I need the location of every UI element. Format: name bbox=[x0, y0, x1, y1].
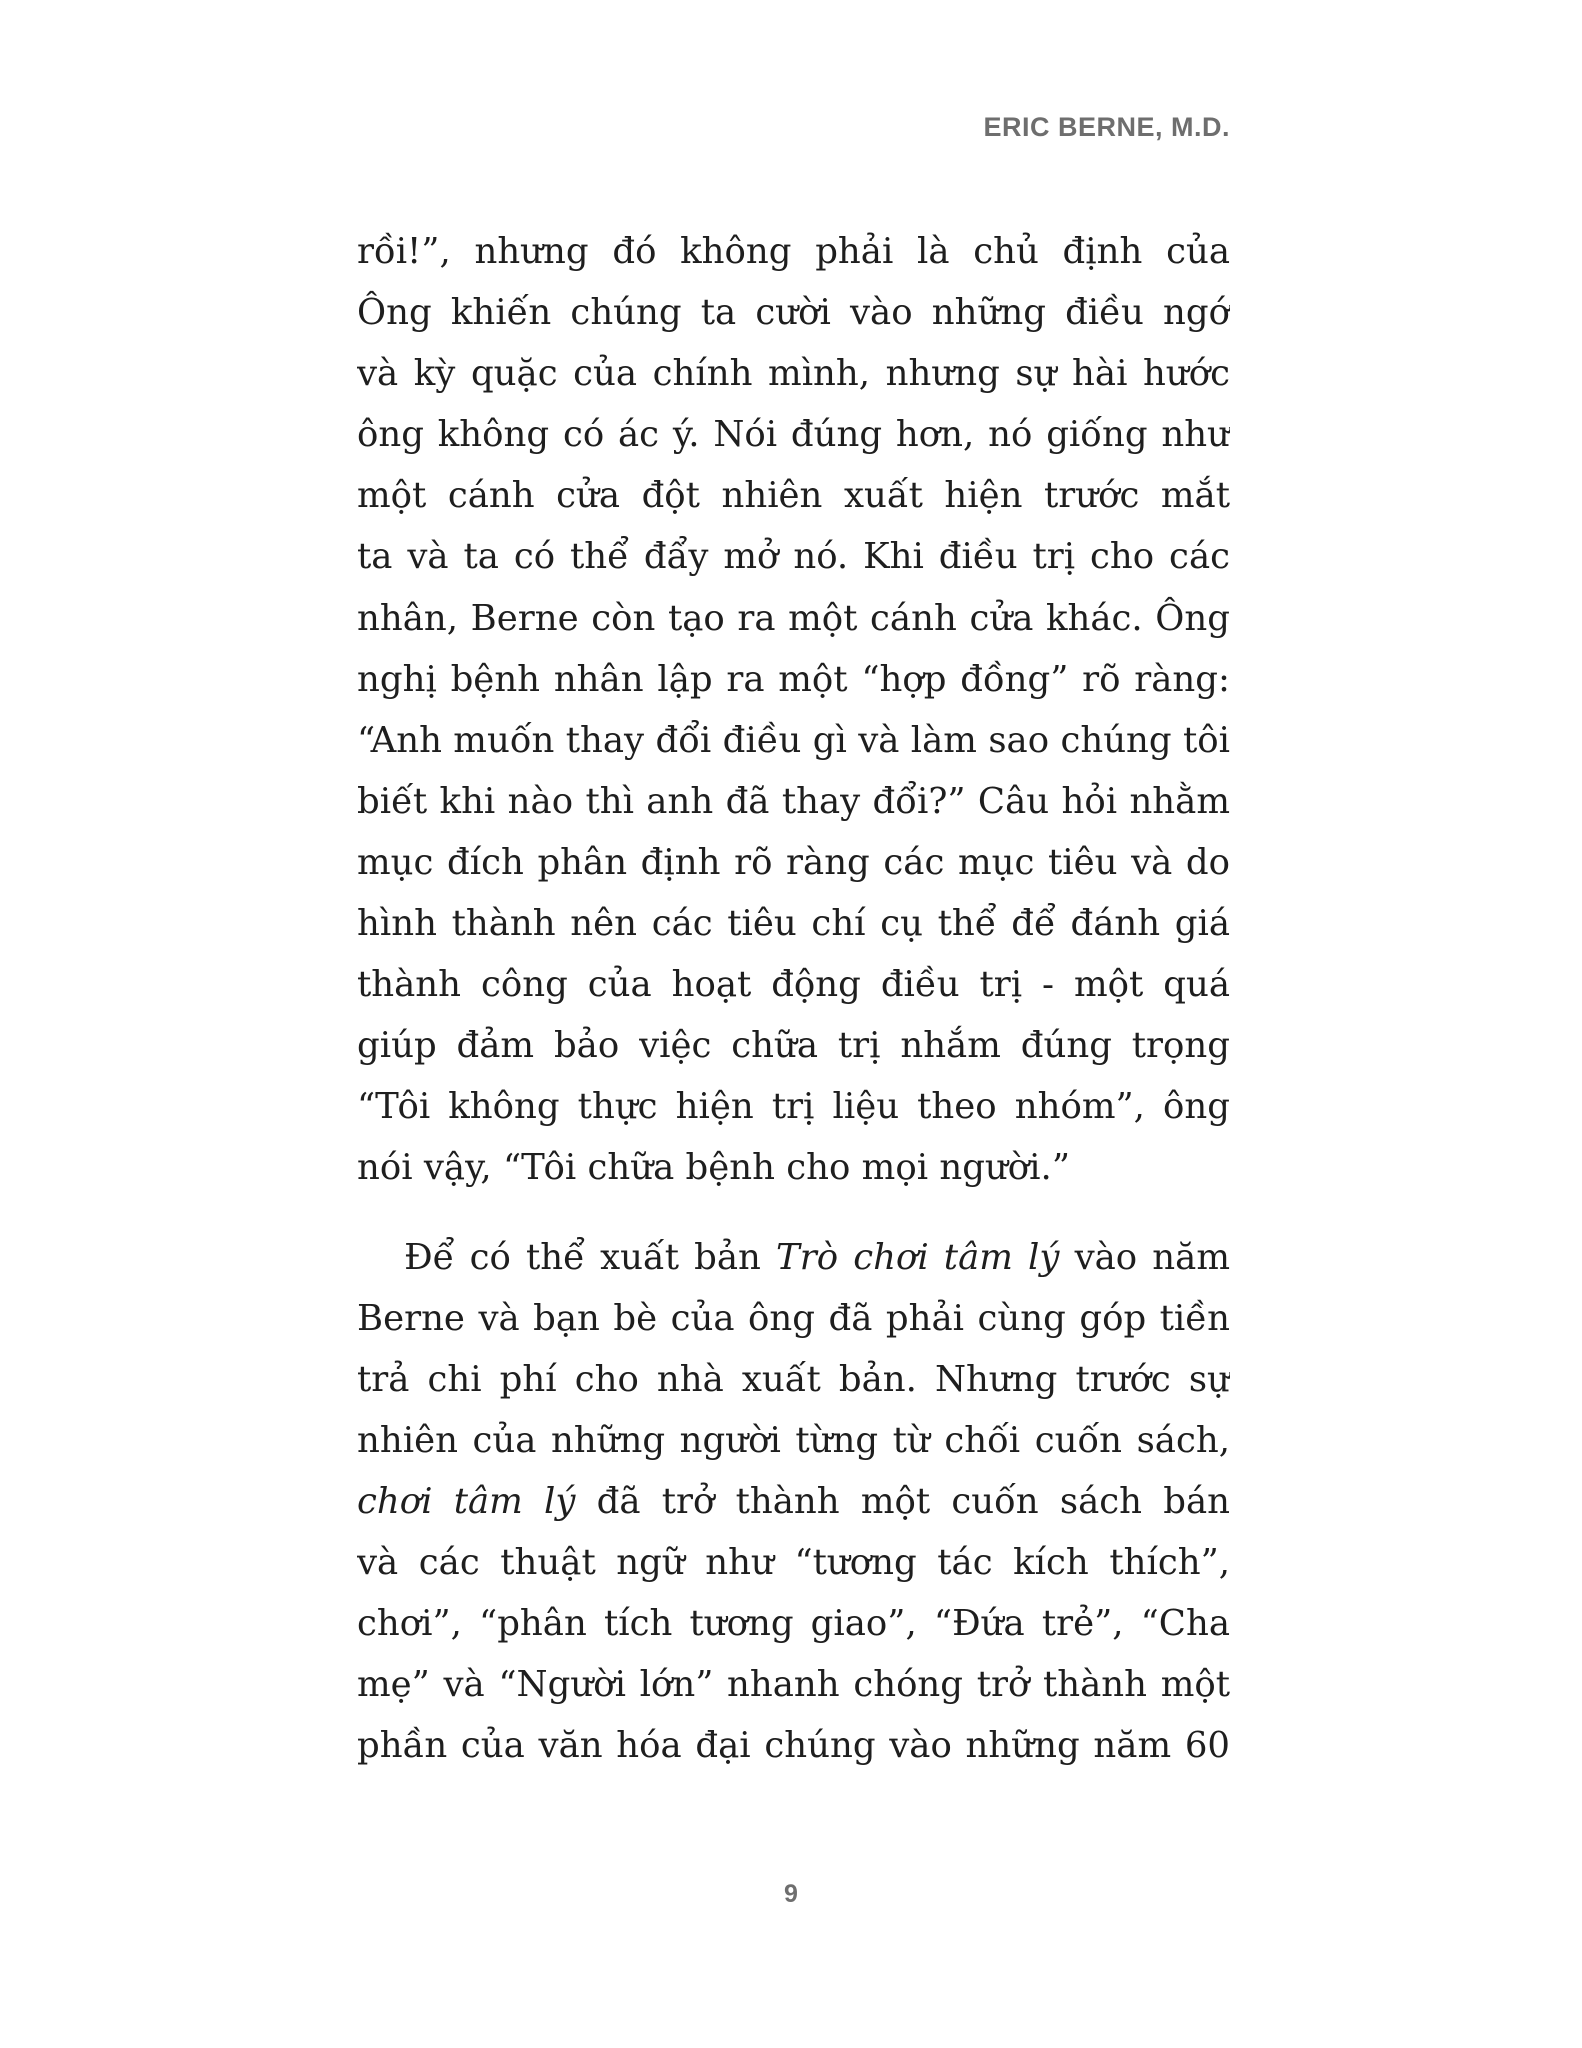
text-line: nghị bệnh nhân lập ra một “hợp đồng” rõ ràng: bbox=[357, 658, 1230, 700]
text-line: và kỳ quặc của chính mình, nhưng sự hài hước bbox=[357, 353, 1230, 395]
text-line: ta và ta có thể đẩy mở nó. Khi điều trị cho các bbox=[357, 536, 1230, 578]
paragraph-2 bbox=[357, 1227, 1230, 1777]
text-line: “Tôi không thực hiện trị liệu theo nhóm”, ông bbox=[357, 1086, 1230, 1128]
text-line: biết khi nào thì anh đã thay đổi?” Câu hỏi nhằm bbox=[357, 780, 1230, 822]
text-run: Để có thể xuất bản bbox=[404, 1236, 777, 1278]
text-line bbox=[357, 1471, 1230, 1532]
text-line: giúp đảm bảo việc chữa trị nhắm đúng trọng bbox=[357, 1025, 1230, 1067]
text-run: vào năm bbox=[1074, 1236, 1230, 1278]
running-head: ERIC BERNE, M.D. bbox=[983, 112, 1230, 142]
text-run: đã trở thành một cuốn sách bán bbox=[596, 1480, 1230, 1522]
paragraph-1 bbox=[357, 221, 1230, 1199]
body-text bbox=[357, 221, 1230, 1776]
text-line: và các thuật ngữ như “tương tác kích thích”, bbox=[357, 1541, 1230, 1583]
book-title-italic: chơi tâm lý bbox=[357, 1480, 576, 1522]
text-line: Berne và bạn bè của ông đã phải cùng góp tiền bbox=[357, 1297, 1230, 1339]
text-line: nhân, Berne còn tạo ra một cánh cửa khác. Ông bbox=[357, 597, 1230, 639]
text-line: phần của văn hóa đại chúng vào những năm 60 bbox=[357, 1725, 1230, 1767]
text-line bbox=[357, 1227, 1230, 1288]
text-line: nói vậy, “Tôi chữa bệnh cho mọi người.” bbox=[357, 1147, 1070, 1189]
text-line: trả chi phí cho nhà xuất bản. Nhưng trước sự bbox=[357, 1358, 1230, 1400]
text-line: chơi”, “phân tích tương giao”, “Đứa trẻ”, “Cha bbox=[357, 1603, 1230, 1645]
book-title-italic: Trò chơi tâm lý bbox=[776, 1236, 1060, 1278]
text-line: Ông khiến chúng ta cười vào những điều ngớ bbox=[357, 292, 1230, 334]
text-line bbox=[357, 1410, 1230, 1471]
text-line: mục đích phân định rõ ràng các mục tiêu và do bbox=[357, 841, 1230, 883]
text-line: thành công của hoạt động điều trị - một quá bbox=[357, 964, 1230, 1006]
page-number: 9 bbox=[784, 1880, 798, 1908]
text-line: mẹ” và “Người lớn” nhanh chóng trở thành một bbox=[357, 1664, 1230, 1706]
text-line: hình thành nên các tiêu chí cụ thể để đánh giá bbox=[357, 903, 1230, 945]
text-line: một cánh cửa đột nhiên xuất hiện trước mắt bbox=[357, 475, 1230, 517]
text-line: rồi!”, nhưng đó không phải là chủ định của bbox=[357, 231, 1230, 272]
text-line: ông không có ác ý. Nói đúng hơn, nó giống như bbox=[357, 414, 1230, 456]
text-line: “Anh muốn thay đổi điều gì và làm sao chúng tôi bbox=[357, 719, 1230, 761]
text-run: nhiên của những người từng từ chối cuốn sách, bbox=[357, 1419, 1230, 1461]
paragraph-gap bbox=[357, 1199, 1230, 1227]
